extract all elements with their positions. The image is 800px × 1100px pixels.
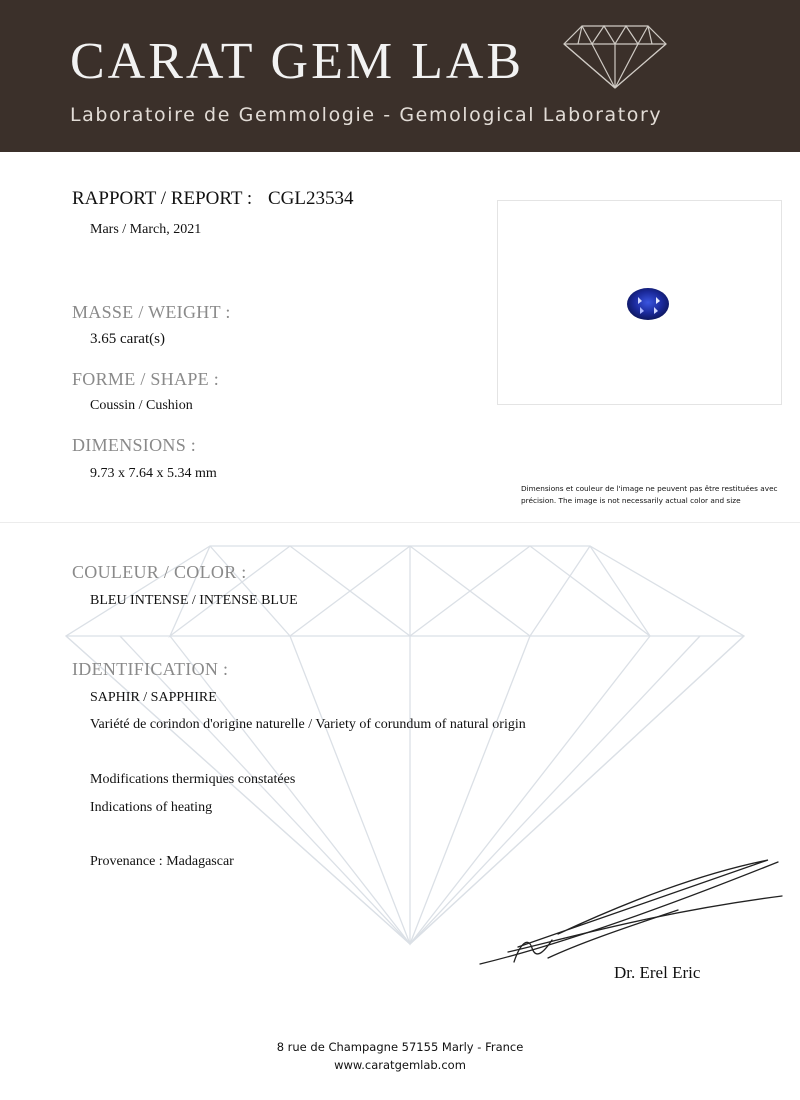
shape-label: FORME / SHAPE :	[72, 369, 220, 389]
origin-value: Provenance : Madagascar	[90, 854, 234, 869]
signer-name: Dr. Erel Eric	[614, 963, 701, 982]
treatment-en: Indications of heating	[90, 800, 213, 815]
footer	[0, 1038, 800, 1074]
identification-label: IDENTIFICATION :	[72, 659, 229, 679]
header-banner	[0, 0, 800, 152]
gem-photo	[497, 200, 782, 405]
lab-tagline: Laboratoire de Gemmologie - Gemological Laboratory	[70, 104, 663, 126]
shape-value: Coussin / Cushion	[90, 398, 193, 413]
lab-name: CARAT GEM LAB	[70, 33, 525, 90]
variety-value: Variété de corindon d'origine naturelle / Variety of corundum of natural origin	[90, 717, 526, 732]
treatment-fr: Modifications thermiques constatées	[90, 772, 296, 787]
dimensions-label: DIMENSIONS :	[72, 435, 197, 455]
report-date: Mars / March, 2021	[90, 222, 202, 237]
color-value: BLEU INTENSE / INTENSE BLUE	[90, 593, 298, 608]
weight-value: 3.65 carat(s)	[90, 331, 165, 347]
dimensions-value: 9.73 x 7.64 x 5.34 mm	[90, 466, 217, 481]
image-disclaimer: Dimensions et couleur de l'image ne peuvent pas être restituées avec précision. The image is not necessarily actual color and size	[521, 484, 778, 505]
color-label: COULEUR / COLOR :	[72, 562, 247, 582]
fold-line	[0, 522, 800, 523]
diamond-icon	[560, 22, 670, 90]
report-label: RAPPORT / REPORT :	[72, 188, 253, 209]
report-number: CGL23534	[268, 188, 354, 209]
species-value: SAPHIR / SAPPHIRE	[90, 690, 217, 705]
footer-website: www.caratgemlab.com	[334, 1058, 466, 1072]
weight-label: MASSE / WEIGHT :	[72, 302, 231, 322]
sapphire-gem-icon	[626, 287, 670, 321]
footer-address: 8 rue de Champagne 57155 Marly - France	[276, 1040, 524, 1054]
signature-image	[478, 852, 788, 967]
